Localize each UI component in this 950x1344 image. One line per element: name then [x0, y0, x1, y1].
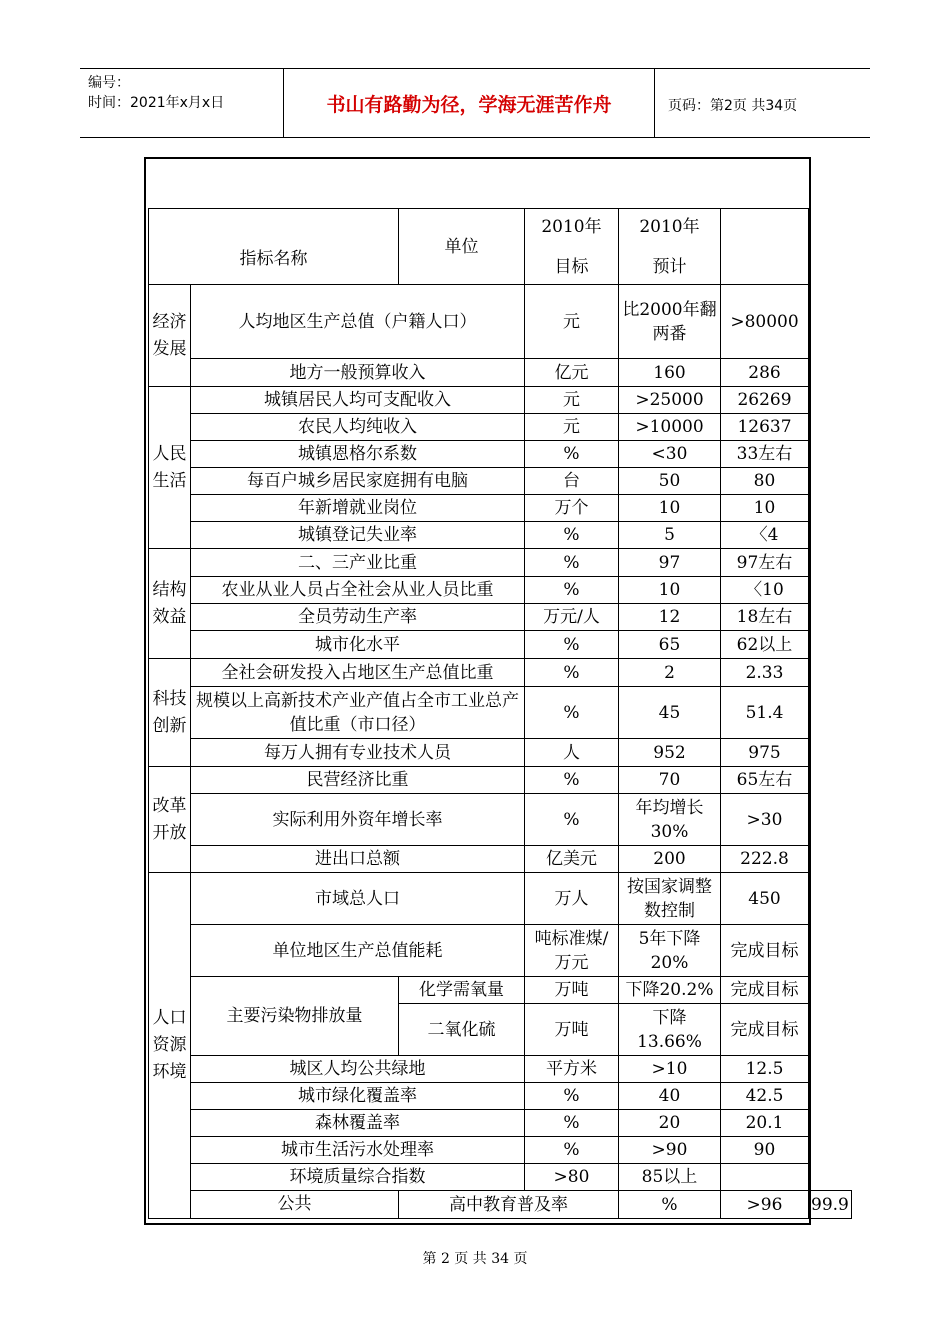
row-name: 进出口总额 — [191, 846, 525, 873]
table-header-row — [149, 209, 852, 285]
row-unit: % — [525, 767, 619, 794]
row-forecast: 62以上 — [721, 631, 809, 659]
row-forecast: 10 — [721, 495, 809, 522]
table-row — [149, 873, 852, 925]
row-target: >10 — [619, 1056, 721, 1083]
table-row — [149, 441, 852, 468]
row-name: 森林覆盖率 — [191, 1110, 525, 1137]
row-unit: % — [619, 1191, 721, 1219]
row-name: 农民人均纯收入 — [191, 414, 525, 441]
row-name: 主要污染物排放量 — [191, 977, 399, 1056]
row-name: 城区人均公共绿地 — [191, 1056, 525, 1083]
row-forecast: 2.33 — [721, 659, 809, 687]
row-forecast: 80 — [721, 468, 809, 495]
row-target: >96 — [721, 1191, 809, 1219]
row-target: 20 — [619, 1110, 721, 1137]
row-unit: % — [525, 1137, 619, 1164]
page-header — [80, 68, 870, 138]
row-unit: % — [525, 794, 619, 846]
row-forecast: 完成目标 — [721, 1004, 809, 1056]
header-forecast-label: 预计 — [652, 256, 687, 277]
row-unit: % — [525, 549, 619, 577]
row-subname: 化学需氧量 — [399, 977, 525, 1004]
category-label: 人口资源环境 — [152, 1008, 187, 1082]
table-row — [149, 1083, 852, 1110]
row-forecast: 286 — [721, 359, 809, 387]
table-row — [149, 1137, 852, 1164]
row-target: 按国家调整数控制 — [619, 873, 721, 925]
category-label: 经济发展 — [152, 311, 187, 359]
row-unit: 人 — [525, 739, 619, 767]
category-label: 人民生活 — [152, 443, 187, 491]
row-target: >90 — [619, 1137, 721, 1164]
row-target: 10 — [619, 495, 721, 522]
row-name: 城市生活污水处理率 — [191, 1137, 525, 1164]
table-row — [149, 359, 852, 387]
row-unit: 元 — [525, 285, 619, 359]
category-label: 科技创新 — [152, 688, 187, 736]
row-subname: 二氧化硫 — [399, 1004, 525, 1056]
row-name: 城镇居民人均可支配收入 — [191, 387, 525, 414]
row-target: >10000 — [619, 414, 721, 441]
table-row — [149, 631, 852, 659]
row-unit: % — [525, 522, 619, 549]
header-target-year: 2010年 — [541, 216, 602, 237]
table-row — [149, 977, 852, 1004]
category-label: 公共 — [277, 1194, 312, 1214]
row-name: 每百户城乡居民家庭拥有电脑 — [191, 468, 525, 495]
row-unit: 亿元 — [525, 359, 619, 387]
row-name: 人均地区生产总值（户籍人口） — [191, 285, 525, 359]
table-row — [149, 846, 852, 873]
row-forecast: 〈10 — [721, 577, 809, 604]
category-env — [149, 873, 191, 1219]
table-row — [149, 285, 852, 359]
row-unit: % — [525, 659, 619, 687]
header-page: 页码：第2页 共34页 — [668, 98, 798, 114]
row-forecast: 26269 — [721, 387, 809, 414]
row-unit: % — [525, 1083, 619, 1110]
table-row — [149, 687, 852, 739]
row-target: 下降20.2% — [619, 977, 721, 1004]
header-unit-text: 单位 — [444, 236, 479, 257]
header-indicator-name-text: 指标名称 — [239, 248, 308, 269]
table-row — [149, 1164, 852, 1191]
row-unit: 元 — [525, 387, 619, 414]
header-motto: 书山有路勤为径，学海无涯苦作舟 — [284, 69, 655, 137]
header-blank — [721, 209, 809, 285]
row-target: 200 — [619, 846, 721, 873]
row-unit: >80 — [525, 1164, 619, 1191]
row-target: 12 — [619, 604, 721, 631]
row-unit: 万元/人 — [525, 604, 619, 631]
header-unit — [399, 209, 525, 285]
row-target: 比2000年翻两番 — [619, 285, 721, 359]
table-row — [149, 577, 852, 604]
header-indicator-name — [149, 209, 399, 285]
row-name: 二、三产业比重 — [191, 549, 525, 577]
row-unit: 元 — [525, 414, 619, 441]
row-name: 实际利用外资年增长率 — [191, 794, 525, 846]
row-name: 民营经济比重 — [191, 767, 525, 794]
row-unit: 平方米 — [525, 1056, 619, 1083]
page-footer: 第 2 页 共 34 页 — [422, 1251, 528, 1267]
row-target: 97 — [619, 549, 721, 577]
doc-number: 编号： — [88, 75, 130, 91]
category-label: 改革开放 — [152, 795, 187, 843]
row-forecast: >80000 — [721, 285, 809, 359]
row-name: 城镇恩格尔系数 — [191, 441, 525, 468]
row-name: 单位地区生产总值能耗 — [191, 925, 525, 977]
row-forecast: 〈4 — [721, 522, 809, 549]
row-unit: 万个 — [525, 495, 619, 522]
row-unit: 吨标准煤/万元 — [525, 925, 619, 977]
header-meta — [80, 69, 284, 137]
row-unit: % — [525, 441, 619, 468]
row-target: <30 — [619, 441, 721, 468]
row-target: >25000 — [619, 387, 721, 414]
header-target — [525, 209, 619, 285]
row-forecast: 33左右 — [721, 441, 809, 468]
row-forecast: 975 — [721, 739, 809, 767]
table-row — [149, 1110, 852, 1137]
row-unit: % — [525, 631, 619, 659]
row-name: 规模以上高新技术产业产值占全市工业总产值比重（市口径） — [191, 687, 525, 739]
row-target: 65 — [619, 631, 721, 659]
category-reform — [149, 767, 191, 873]
row-target: 10 — [619, 577, 721, 604]
row-unit: % — [525, 1110, 619, 1137]
category-public — [191, 1191, 399, 1219]
table-row — [149, 522, 852, 549]
row-forecast: 51.4 — [721, 687, 809, 739]
row-name: 高中教育普及率 — [399, 1191, 619, 1219]
row-forecast: 99.9 — [809, 1191, 852, 1219]
row-name: 全社会研发投入占地区生产总值比重 — [191, 659, 525, 687]
indicator-table — [148, 208, 852, 1219]
row-forecast: 450 — [721, 873, 809, 925]
row-target: 5年下降20% — [619, 925, 721, 977]
table-row — [149, 414, 852, 441]
row-unit: 万吨 — [525, 1004, 619, 1056]
table-row — [149, 387, 852, 414]
row-forecast: 42.5 — [721, 1083, 809, 1110]
row-target: 160 — [619, 359, 721, 387]
row-forecast: 完成目标 — [721, 977, 809, 1004]
category-econ — [149, 285, 191, 387]
row-target: 45 — [619, 687, 721, 739]
row-forecast: 97左右 — [721, 549, 809, 577]
row-forecast: >30 — [721, 794, 809, 846]
row-forecast: 222.8 — [721, 846, 809, 873]
row-unit: % — [525, 687, 619, 739]
header-forecast-year: 2010年 — [639, 216, 700, 237]
table-row — [149, 495, 852, 522]
row-target: 952 — [619, 739, 721, 767]
row-forecast: 12.5 — [721, 1056, 809, 1083]
row-forecast: 完成目标 — [721, 925, 809, 977]
table-row — [149, 659, 852, 687]
row-name: 城镇登记失业率 — [191, 522, 525, 549]
row-forecast: 90 — [721, 1137, 809, 1164]
row-unit: 万吨 — [525, 977, 619, 1004]
row-unit: 万人 — [525, 873, 619, 925]
row-target: 40 — [619, 1083, 721, 1110]
row-target: 5 — [619, 522, 721, 549]
category-tech — [149, 659, 191, 767]
row-unit: 台 — [525, 468, 619, 495]
row-forecast: 18左右 — [721, 604, 809, 631]
table-row — [149, 468, 852, 495]
table-row — [149, 1056, 852, 1083]
table-row — [149, 925, 852, 977]
row-name: 年新增就业岗位 — [191, 495, 525, 522]
category-label: 结构效益 — [152, 579, 187, 627]
row-name: 城市绿化覆盖率 — [191, 1083, 525, 1110]
row-name: 市域总人口 — [191, 873, 525, 925]
row-name: 城市化水平 — [191, 631, 525, 659]
header-forecast — [619, 209, 721, 285]
category-struct — [149, 549, 191, 659]
doc-time: 时间：2021年x月x日 — [88, 95, 225, 111]
row-name: 全员劳动生产率 — [191, 604, 525, 631]
row-target: 50 — [619, 468, 721, 495]
row-name: 环境质量综合指数 — [191, 1164, 525, 1191]
table-row — [149, 549, 852, 577]
row-target: 2 — [619, 659, 721, 687]
row-unit: 亿美元 — [525, 846, 619, 873]
table-row — [149, 604, 852, 631]
table-row — [149, 794, 852, 846]
row-target: 下降13.66% — [619, 1004, 721, 1056]
row-name: 地方一般预算收入 — [191, 359, 525, 387]
row-forecast: 20.1 — [721, 1110, 809, 1137]
category-life — [149, 387, 191, 549]
row-target: 年均增长30% — [619, 794, 721, 846]
header-target-label: 目标 — [554, 256, 589, 277]
row-forecast: 12637 — [721, 414, 809, 441]
table-row — [149, 1191, 852, 1219]
row-forecast — [721, 1164, 809, 1191]
table-row — [149, 767, 852, 794]
row-name: 农业从业人员占全社会从业人员比重 — [191, 577, 525, 604]
table-row — [149, 739, 852, 767]
row-name: 每万人拥有专业技术人员 — [191, 739, 525, 767]
row-unit: % — [525, 577, 619, 604]
row-target: 85以上 — [619, 1164, 721, 1191]
row-target: 70 — [619, 767, 721, 794]
row-forecast: 65左右 — [721, 767, 809, 794]
